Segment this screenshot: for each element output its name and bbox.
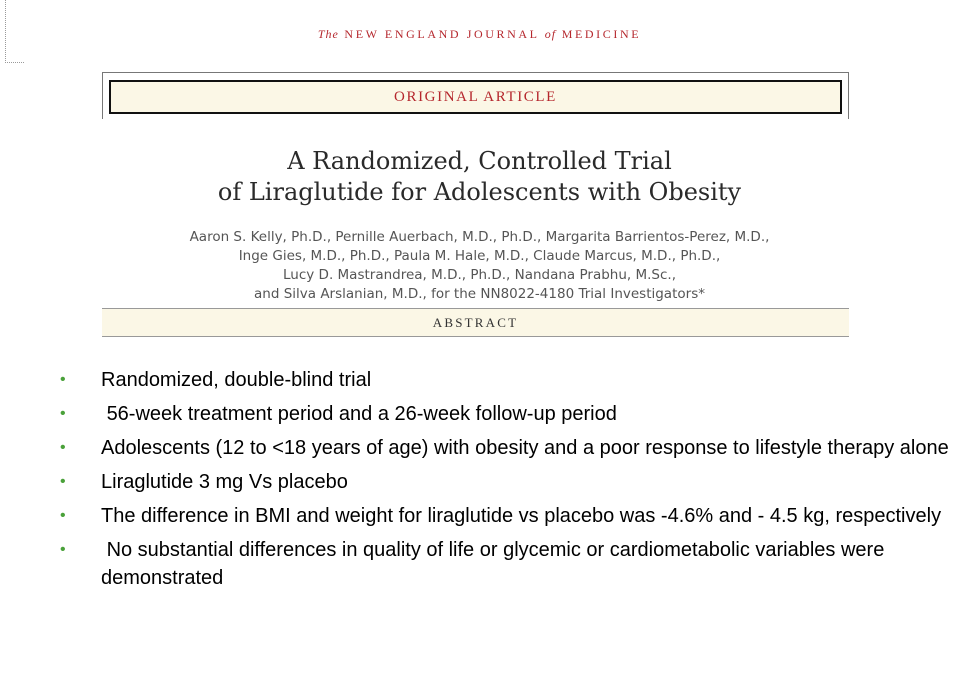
article-title: [0, 146, 959, 208]
journal-name-main: NEW ENGLAND JOURNAL: [344, 27, 540, 41]
bullet-icon: •: [60, 507, 66, 524]
abstract-header: [102, 308, 849, 337]
article-type-label: ORIGINAL ARTICLE: [394, 88, 557, 105]
author-line: Inge Gies, M.D., Ph.D., Paula M. Hale, M.D., Claude Marcus, M.D., Ph.D.,: [238, 248, 721, 264]
bullet-text: No substantial differences in quality of life or glycemic or cardiometabolic variables were demonstrated: [101, 539, 890, 589]
list-item: [60, 502, 950, 530]
author-line: Lucy D. Mastrandrea, M.D., Ph.D., Nandana Prabhu, M.Sc.,: [283, 267, 676, 283]
bullet-icon: •: [60, 473, 66, 490]
summary-bullet-list: [60, 366, 950, 598]
list-item: [60, 434, 950, 462]
journal-name-medicine: MEDICINE: [561, 27, 642, 41]
article-type-banner: [109, 80, 842, 114]
bullet-text: Liraglutide 3 mg Vs placebo: [101, 471, 348, 493]
article-title-line: of Liraglutide for Adolescents with Obesity: [217, 178, 742, 206]
list-item: [60, 536, 950, 592]
list-item: [60, 468, 950, 496]
journal-masthead: [0, 27, 959, 42]
article-title-line: A Randomized, Controlled Trial: [287, 147, 672, 175]
bullet-text: The difference in BMI and weight for liraglutide vs placebo was -4.6% and - 4.5 kg, respectively: [101, 505, 942, 527]
bullet-text: 56-week treatment period and a 26-week follow-up period: [101, 403, 617, 425]
journal-word-of: of: [544, 27, 557, 41]
author-line: Aaron S. Kelly, Ph.D., Pernille Auerbach, M.D., Ph.D., Margarita Barrientos-Perez, M.D.,: [189, 229, 770, 245]
author-list: [0, 228, 959, 304]
bullet-icon: •: [60, 371, 66, 388]
bullet-icon: •: [60, 439, 66, 456]
bullet-icon: •: [60, 541, 66, 558]
article-type-frame: [102, 72, 849, 119]
journal-word-the: The: [317, 27, 339, 41]
bullet-text: Adolescents (12 to <18 years of age) with obesity and a poor response to lifestyle therapy alone: [101, 437, 949, 459]
bullet-text: Randomized, double-blind trial: [101, 369, 372, 391]
author-line: and Silva Arslanian, M.D., for the NN8022-4180 Trial Investigators*: [254, 286, 705, 302]
abstract-label: ABSTRACT: [432, 314, 519, 330]
list-item: [60, 400, 950, 428]
bullet-icon: •: [60, 405, 66, 422]
list-item: [60, 366, 950, 394]
